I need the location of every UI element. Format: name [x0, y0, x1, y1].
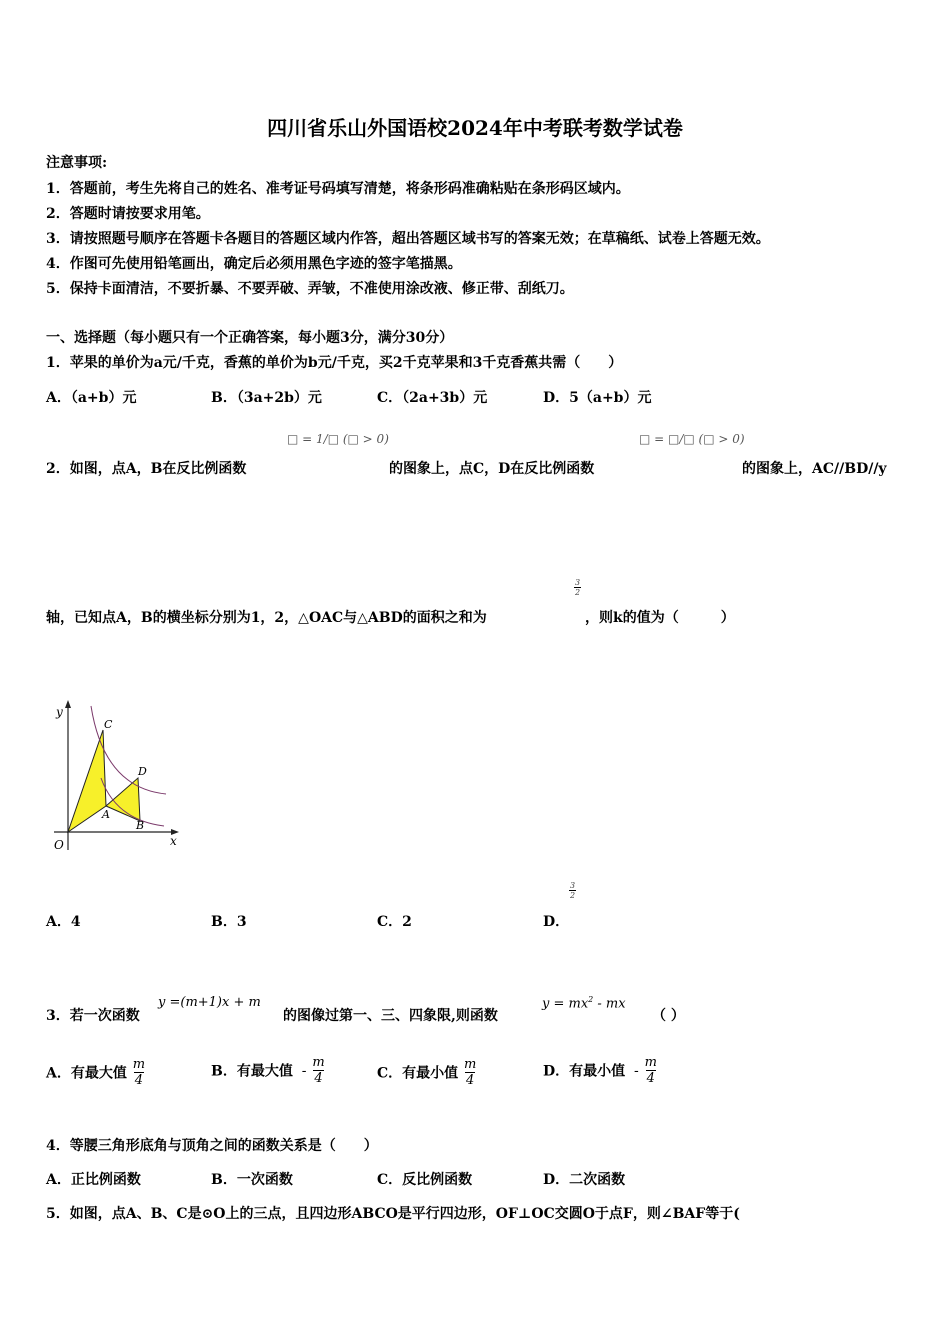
label-y: y [56, 705, 63, 719]
q3-option-c [377, 1057, 477, 1088]
q2-option-b: B．3 [211, 914, 247, 930]
notice-item-1: 1．答题前，考生先将自己的姓名、准考证号码填写清楚，将条形码准确粘贴在条形码区域内。 [46, 181, 630, 197]
q3-stem-c: （ ） [652, 1008, 685, 1024]
label-c: C [104, 718, 113, 731]
q2-fraction-num: 3 [575, 578, 581, 587]
q1-option-a: A．（a+b）元 [46, 390, 137, 406]
q2-fraction [574, 578, 581, 597]
q2-formula-2: □ = □/□ (□ > 0) [639, 432, 745, 446]
q3-option-c-fraction [463, 1057, 477, 1088]
q1-option-b: B．（3a+2b）元 [211, 390, 322, 406]
q3-option-c-den: 4 [466, 1073, 475, 1088]
q2-option-d-fraction [569, 881, 576, 900]
q3-option-d-fraction [644, 1055, 658, 1086]
q4-option-d: D．二次函数 [543, 1172, 626, 1188]
q3-linear-function: y =(m+1)x + m [158, 995, 261, 1010]
label-o: O [54, 838, 64, 852]
q4-option-c: C．反比例函数 [377, 1172, 473, 1188]
q3-quadratic-function [542, 995, 626, 1011]
q4-option-a: A．正比例函数 [46, 1172, 141, 1188]
q3-stem-a: 3．若一次函数 [46, 1008, 140, 1024]
notice-item-2: 2．答题时请按要求用笔。 [46, 206, 210, 222]
q3-option-b-num: m [312, 1055, 325, 1070]
label-a: A [102, 808, 110, 821]
q2-fraction-den: 2 [575, 588, 581, 597]
q4-option-b: B．一次函数 [211, 1172, 293, 1188]
label-x: x [170, 834, 177, 848]
q2-option-d: D． [543, 914, 570, 930]
q3-f2-a: y = mx [542, 996, 589, 1012]
notice-heading: 注意事项: [46, 155, 108, 171]
q3-option-a-num: m [132, 1057, 146, 1072]
triangle-oac [68, 730, 106, 832]
q2-option-a: A．4 [46, 914, 81, 930]
q3-option-b-sign: - [301, 1062, 307, 1079]
q2-option-c: C．2 [377, 914, 412, 930]
q3-option-b [211, 1055, 326, 1086]
q3-option-a-fraction [132, 1057, 146, 1088]
notice-item-3: 3．请按照题号顺序在答题卡各题目的答题区域内作答，超出答题区域书写的答案无效；在草稿纸、试卷上答题无效。 [46, 231, 770, 247]
section-heading: 一、选择题（每小题只有一个正确答案，每小题3分，满分30分） [46, 330, 454, 346]
q3-option-d-sign: - [634, 1062, 639, 1079]
label-b: B [136, 819, 145, 832]
q3-option-c-label: C．有最小值 [377, 1065, 459, 1082]
q2-figure [46, 698, 186, 858]
q5-stem: 5．如图，点A、B、C是⊙O上的三点，且四边形ABCO是平行四边形，OF⊥OC交圆O于点F，则∠BAF等于( [46, 1206, 740, 1222]
q2-option-d-num: 3 [570, 881, 576, 890]
q3-option-b-label: B．有最大值 [211, 1063, 293, 1080]
q1-option-c: C．（2a+3b）元 [377, 390, 488, 406]
q2-option-d-den: 2 [570, 891, 576, 900]
q2-stem-2: 轴，已知点A，B的横坐标分别为1，2，△OAC与△ABD的面积之和为 [46, 610, 487, 626]
q2-stem-b: 的图象上，点C，D在反比例函数 [389, 461, 595, 477]
q4-stem: 4．等腰三角形底角与顶角之间的函数关系是（ ） [46, 1138, 378, 1154]
q3-option-b-den: 4 [314, 1071, 323, 1086]
q3-option-d-label: D．有最小值 [543, 1063, 626, 1080]
q3-option-b-fraction [311, 1055, 325, 1086]
q3-option-d-den: 4 [646, 1071, 655, 1086]
y-axis-arrow [65, 700, 71, 708]
q3-option-d-num: m [644, 1055, 657, 1070]
q2-stem-2b: ，则k的值为（ ） [585, 610, 735, 626]
notice-item-5: 5．保持卡面清洁，不要折暴、不要弄破、弄皱，不准使用涂改液、修正带、刮纸刀。 [46, 281, 574, 297]
q3-option-a [46, 1057, 146, 1088]
q3-option-d [543, 1055, 658, 1086]
q2-formula-1: □ = 1/□ (□ > 0) [287, 432, 389, 446]
q3-option-c-num: m [464, 1057, 477, 1072]
q3-stem-b: 的图像过第一、三、四象限,则函数 [283, 1008, 498, 1024]
q3-f2-b: - mx [593, 996, 626, 1012]
q3-option-a-den: 4 [134, 1073, 144, 1088]
notice-item-4: 4．作图可先使用铅笔画出，确定后必须用黑色字迹的签字笔描黑。 [46, 256, 462, 272]
q1-stem: 1．苹果的单价为a元/千克，香蕉的单价为b元/千克，买2千克苹果和3千克香蕉共需（ ） [46, 355, 623, 371]
q3-f2-sup: 2 [588, 995, 594, 1004]
q2-stem-a: 2．如图，点A，B在反比例函数 [46, 461, 247, 477]
q3-option-a-label: A．有最大值 [46, 1065, 127, 1082]
q2-stem-c: 的图象上，AC//BD//y [742, 461, 887, 477]
q1-option-d: D．5（a+b）元 [543, 390, 652, 406]
page-title: 四川省乐山外国语校2024年中考联考数学试卷 [267, 116, 683, 140]
label-d: D [138, 765, 147, 778]
